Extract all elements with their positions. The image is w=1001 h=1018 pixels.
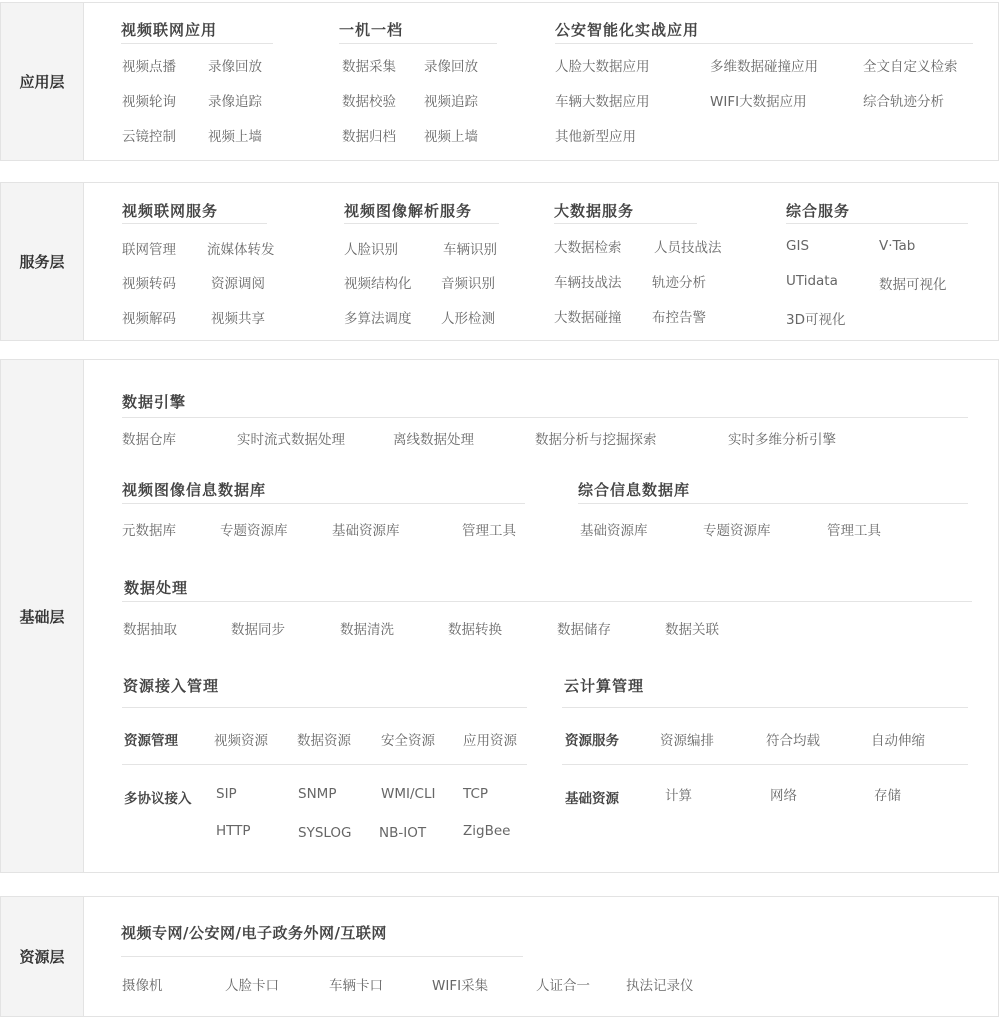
list-item: WIFI采集	[432, 978, 489, 994]
divider	[122, 223, 267, 224]
row-label-basic-resource: 基础资源	[565, 791, 619, 807]
divider	[562, 764, 968, 765]
list-item: 资源编排	[660, 733, 714, 749]
list-item: 人脸大数据应用	[555, 59, 650, 75]
list-item: 音频识别	[441, 276, 495, 292]
divider	[339, 43, 497, 44]
list-item: 布控告警	[652, 310, 706, 326]
list-item: 数据可视化	[879, 277, 947, 293]
divider	[122, 764, 527, 765]
list-item: 数据清洗	[340, 622, 394, 638]
list-item: 车辆识别	[443, 242, 497, 258]
list-item: 计算	[665, 788, 692, 804]
list-item: 数据转换	[448, 622, 502, 638]
divider	[786, 223, 968, 224]
list-item: 视频解码	[122, 311, 176, 327]
row-label-resource-service: 资源服务	[565, 733, 619, 749]
divider	[344, 223, 499, 224]
list-item: 人证合一	[536, 978, 590, 994]
divider	[554, 223, 697, 224]
list-item: SNMP	[298, 786, 337, 802]
group-title-cloud-management: 云计算管理	[564, 677, 645, 695]
divider	[555, 43, 973, 44]
group-title-data-processing: 数据处理	[124, 579, 189, 597]
divider	[562, 707, 968, 708]
application-layer	[0, 2, 999, 161]
list-item: 数据仓库	[122, 432, 176, 448]
list-item: 离线数据处理	[393, 432, 474, 448]
list-item: 网络	[770, 788, 797, 804]
list-item: 视频点播	[122, 59, 176, 75]
list-item: SYSLOG	[298, 825, 352, 841]
list-item: 数据同步	[231, 622, 285, 638]
list-item: 应用资源	[463, 733, 517, 749]
list-item: GIS	[786, 238, 810, 254]
group-title-integrated-service: 综合服务	[786, 202, 851, 220]
list-item: 人脸识别	[344, 242, 398, 258]
list-item: 多维数据碰撞应用	[710, 59, 818, 75]
list-item: 人脸卡口	[225, 978, 279, 994]
list-item: TCP	[463, 786, 489, 802]
list-item: 视频上墙	[424, 129, 478, 145]
group-title-video-network-service: 视频联网服务	[122, 202, 219, 220]
divider	[122, 417, 968, 418]
list-item: 视频轮询	[122, 94, 176, 110]
list-item: 基础资源库	[580, 523, 648, 539]
list-item: 录像回放	[208, 59, 262, 75]
list-item: WMI/CLI	[381, 786, 436, 802]
list-item: 3D可视化	[786, 312, 846, 328]
list-item: 数据归档	[342, 129, 396, 145]
list-item: 流媒体转发	[207, 242, 275, 258]
list-item: 自动伸缩	[871, 733, 925, 749]
list-item: 元数据库	[122, 523, 176, 539]
list-item: 视频转码	[122, 276, 176, 292]
list-item: 管理工具	[462, 523, 516, 539]
list-item: 录像回放	[424, 59, 478, 75]
list-item: NB-IOT	[379, 825, 427, 841]
list-item: 云镜控制	[122, 129, 176, 145]
list-item: 数据抽取	[123, 622, 177, 638]
divider	[121, 43, 273, 44]
group-title-integrated-info-db: 综合信息数据库	[578, 481, 691, 499]
list-item: 视频追踪	[424, 94, 478, 110]
list-item: 车辆大数据应用	[555, 94, 650, 110]
list-item: 数据采集	[342, 59, 396, 75]
list-item: 综合轨迹分析	[863, 94, 944, 110]
divider	[122, 601, 972, 602]
list-item: SIP	[216, 786, 237, 802]
list-item: 实时多维分析引擎	[728, 432, 836, 448]
list-item: ZigBee	[463, 823, 511, 839]
row-label-resource-management: 资源管理	[124, 733, 178, 749]
list-item: 录像追踪	[208, 94, 262, 110]
list-item: 全文自定义检索	[863, 59, 958, 75]
list-item: WIFI大数据应用	[710, 94, 807, 110]
list-item: 数据储存	[557, 622, 611, 638]
list-item: 人员技战法	[654, 240, 722, 256]
list-item: 视频结构化	[344, 276, 412, 292]
list-item: 数据分析与挖掘探索	[535, 432, 657, 448]
list-item: 专题资源库	[703, 523, 771, 539]
list-item: 人形检测	[441, 311, 495, 327]
list-item: 视频资源	[214, 733, 268, 749]
list-item: HTTP	[216, 823, 251, 839]
list-item: 符合均载	[766, 733, 820, 749]
list-item: 视频共享	[211, 311, 265, 327]
list-item: 摄像机	[122, 978, 163, 994]
list-item: 数据资源	[297, 733, 351, 749]
list-item: 视频上墙	[208, 129, 262, 145]
list-item: 安全资源	[381, 733, 435, 749]
row-label-multi-protocol: 多协议接入	[124, 791, 192, 807]
base-layer	[0, 359, 999, 873]
list-item: 数据校验	[342, 94, 396, 110]
resource-layer	[0, 896, 999, 1017]
layer-label-application: 应用层	[1, 3, 84, 160]
divider	[578, 503, 968, 504]
list-item: 多算法调度	[344, 311, 412, 327]
list-item: 大数据碰撞	[554, 310, 622, 326]
group-title-video-network-app: 视频联网应用	[121, 21, 218, 39]
service-layer	[0, 182, 999, 341]
list-item: 联网管理	[122, 242, 176, 258]
list-item: 数据关联	[665, 622, 719, 638]
list-item: 执法记录仪	[626, 978, 694, 994]
list-item: 存储	[874, 788, 901, 804]
list-item: 专题资源库	[220, 523, 288, 539]
group-title-video-image-db: 视频图像信息数据库	[122, 481, 267, 499]
group-title-resource-access: 资源接入管理	[123, 677, 220, 695]
group-title-one-machine-one-file: 一机一档	[339, 21, 404, 39]
list-item: 大数据检索	[554, 240, 622, 256]
list-item: 实时流式数据处理	[237, 432, 345, 448]
group-title-data-engine: 数据引擎	[122, 393, 187, 411]
divider	[122, 707, 527, 708]
list-item: 资源调阅	[211, 276, 265, 292]
layer-label-resource: 资源层	[1, 897, 84, 1016]
divider	[121, 956, 523, 957]
layer-label-service: 服务层	[1, 183, 84, 340]
list-item: 车辆卡口	[329, 978, 383, 994]
list-item: 基础资源库	[332, 523, 400, 539]
list-item: 车辆技战法	[554, 275, 622, 291]
list-item: 轨迹分析	[652, 275, 706, 291]
group-title-image-analysis-service: 视频图像解析服务	[344, 202, 473, 220]
list-item: V·Tab	[879, 238, 916, 254]
divider	[122, 503, 525, 504]
group-title-police-smart-app: 公安智能化实战应用	[555, 21, 700, 39]
group-title-networks: 视频专网/公安网/电子政务外网/互联网	[121, 924, 387, 942]
layer-label-base: 基础层	[1, 360, 84, 872]
list-item: 管理工具	[827, 523, 881, 539]
list-item: UTidata	[786, 273, 838, 289]
group-title-big-data-service: 大数据服务	[554, 202, 635, 220]
list-item: 其他新型应用	[555, 129, 636, 145]
